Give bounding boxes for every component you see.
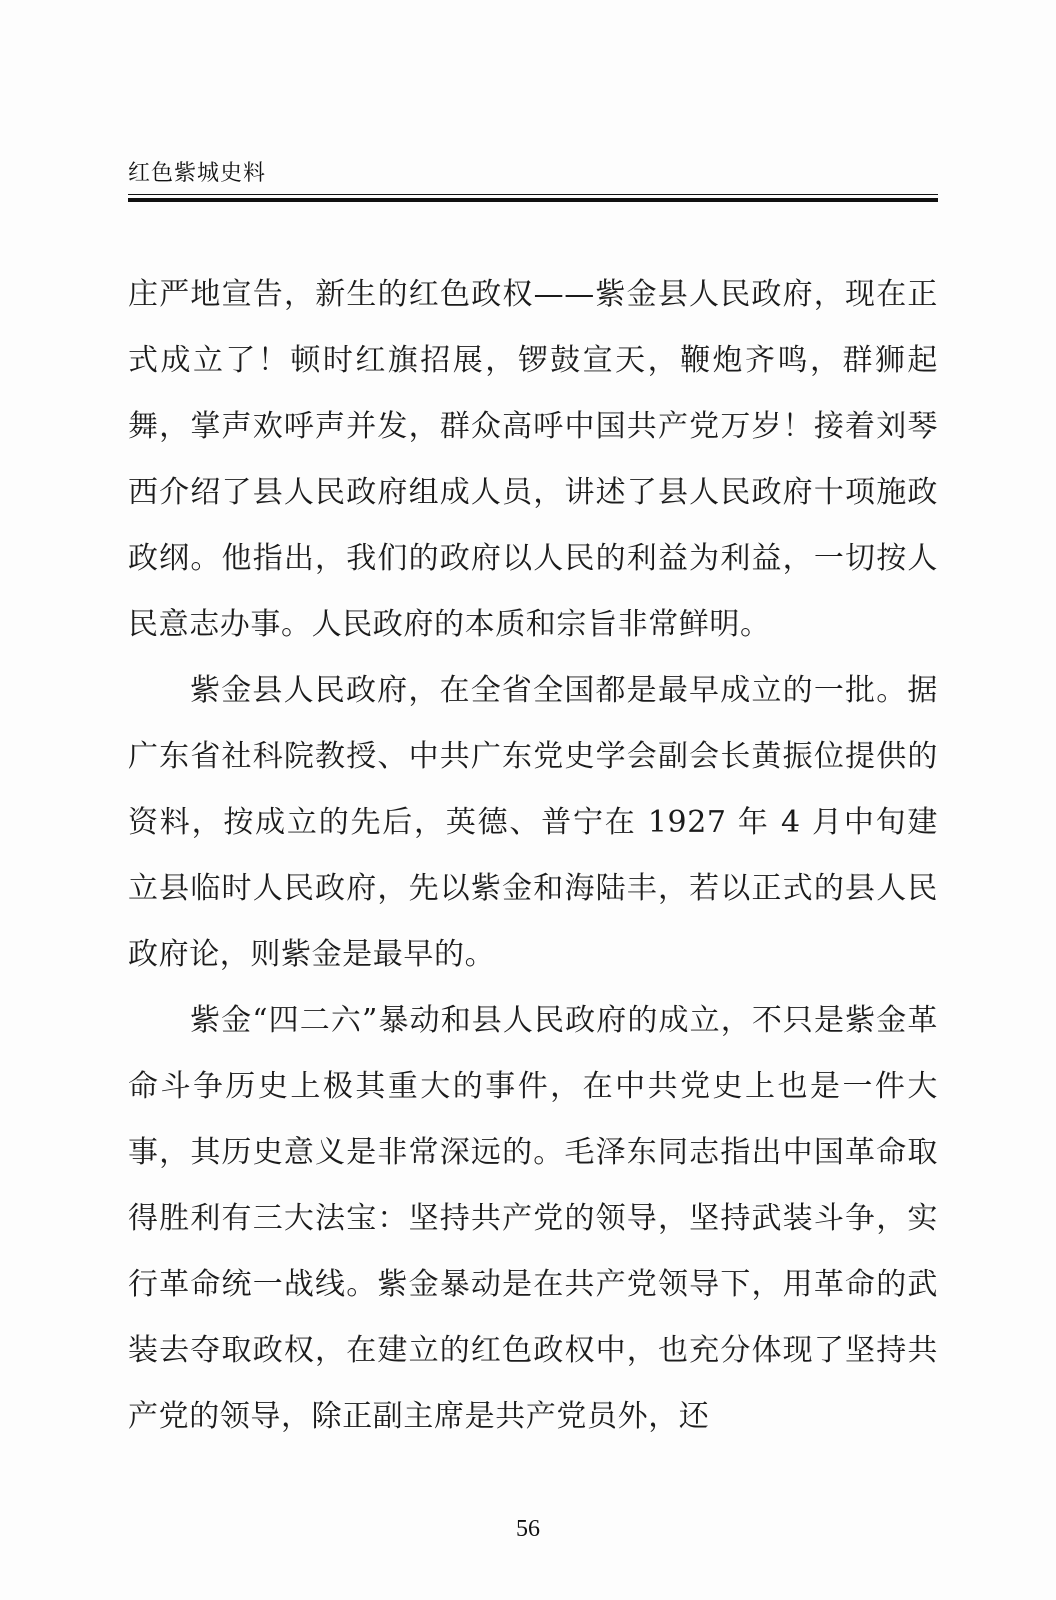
header-rule-thick bbox=[128, 198, 938, 202]
paragraph: 紫金县人民政府，在全省全国都是最早成立的一批。据广东省社科院教授、中共广东党史学会副会长黄振位提供的资料，按成立的先后，英德、普宁在 1927 年 4 月中旬建立县临时人民政府，先以紫金和海陆丰，若以正式的县人民政府论，则紫金是最早的。 bbox=[128, 673, 938, 972]
paragraph: 紫金“四二六”暴动和县人民政府的成立，不只是紫金革命斗争历史上极其重大的事件，在中共党史上也是一件大事，其历史意义是非常深远的。毛泽东同志指出中国革命取得胜利有三大法宝：坚持共产党的领导，坚持武装斗争，实行革命统一战线。紫金暴动是在共产党领导下，用革命的武装去夺取政权，在建立的红色政权中，也充分体现了坚持共产党的领导，除正副主席是共产党员外，还 bbox=[128, 1003, 938, 1434]
running-header bbox=[128, 160, 938, 202]
body-text bbox=[128, 262, 938, 1450]
header-rule-thin bbox=[128, 194, 938, 195]
paragraph-continued: 庄严地宣告，新生的红色政权——紫金县人民政府，现在正式成立了！顿时红旗招展，锣鼓宣天，鞭炮齐鸣，群狮起舞，掌声欢呼声并发，群众高呼中国共产党万岁！接着刘琴西介绍了县人民政府组成人员，讲述了县人民政府十项施政政纲。他指出，我们的政府以人民的利益为利益，一切按人民意志办事。人民政府的本质和宗旨非常鲜明。 bbox=[128, 277, 938, 642]
page-number: 56 bbox=[516, 1516, 540, 1542]
book-title: 红色紫城史料 bbox=[128, 161, 267, 186]
